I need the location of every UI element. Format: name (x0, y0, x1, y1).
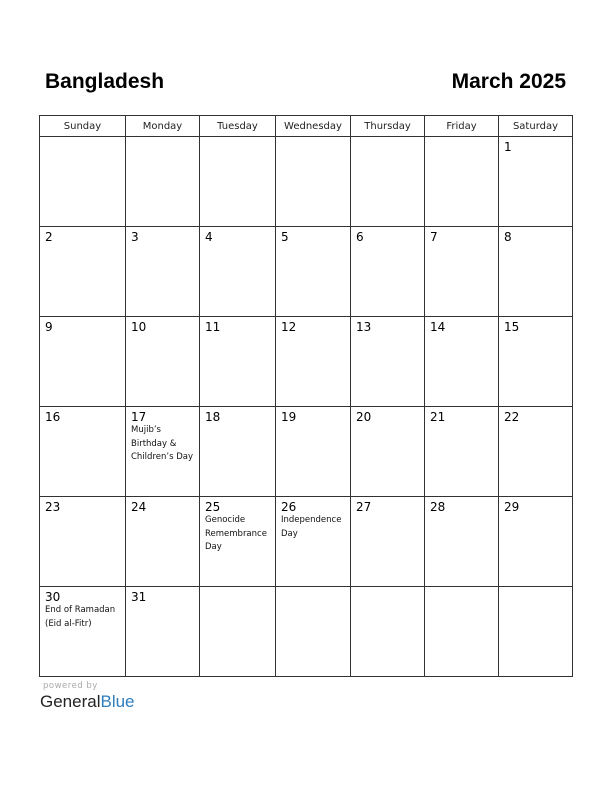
day-cell (425, 407, 499, 497)
day-number: 16 (45, 410, 61, 424)
day-cell (200, 317, 276, 407)
day-number: 8 (504, 230, 512, 244)
day-cell (126, 497, 200, 587)
weekday-tuesday: Tuesday (200, 116, 276, 137)
day-cell (499, 227, 573, 317)
day-number: 20 (356, 410, 372, 424)
weekday-thursday: Thursday (351, 116, 425, 137)
day-number (40, 137, 125, 140)
day-number: 13 (356, 320, 372, 334)
week-row (40, 137, 573, 227)
weekday-wednesday: Wednesday (276, 116, 351, 137)
day-cell (425, 137, 499, 227)
day-cell (40, 587, 126, 677)
day-number: 18 (205, 410, 221, 424)
day-cell (200, 497, 276, 587)
footer-branding (40, 681, 135, 712)
day-cell (425, 497, 499, 587)
day-cell (200, 137, 276, 227)
day-cell (40, 407, 126, 497)
day-number: 10 (131, 320, 147, 334)
holiday-label: End of Ramadan (Eid al-Fitr) (45, 605, 116, 629)
holiday-label: Mujib’s Birthday & Children’s Day (131, 425, 193, 462)
day-cell (499, 497, 573, 587)
day-number: 14 (430, 320, 446, 334)
day-number (200, 587, 275, 590)
day-number: 11 (205, 320, 221, 334)
day-cell (351, 137, 425, 227)
day-number (351, 587, 424, 590)
day-number: 6 (356, 230, 364, 244)
day-number (276, 587, 350, 590)
day-cell (351, 407, 425, 497)
day-cell (200, 587, 276, 677)
day-cell (276, 317, 351, 407)
day-number: 5 (281, 230, 289, 244)
day-cell (126, 137, 200, 227)
day-cell (499, 587, 573, 677)
day-number: 9 (45, 320, 53, 334)
country-title: Bangladesh (45, 70, 165, 93)
day-number: 25 (205, 500, 221, 514)
day-cell (351, 497, 425, 587)
day-number: 12 (281, 320, 297, 334)
day-number: 27 (356, 500, 372, 514)
weekday-monday: Monday (126, 116, 200, 137)
day-cell (40, 317, 126, 407)
week-row (40, 497, 573, 587)
day-number: 21 (430, 410, 446, 424)
day-cell (126, 317, 200, 407)
day-number (200, 137, 275, 140)
month-title: March 2025 (451, 70, 566, 93)
day-cell (126, 587, 200, 677)
day-number (499, 587, 572, 590)
weekday-sunday: Sunday (40, 116, 126, 137)
day-number: 3 (131, 230, 139, 244)
brand-blue-text: Blue (100, 692, 135, 711)
day-cell (351, 227, 425, 317)
day-number: 29 (504, 500, 520, 514)
day-number: 26 (281, 500, 297, 514)
day-number (425, 137, 498, 140)
day-number: 17 (131, 410, 147, 424)
powered-by-label: powered by (43, 681, 98, 691)
holiday-label: Genocide Remembrance Day (205, 515, 267, 552)
day-cell (40, 137, 126, 227)
week-row (40, 587, 573, 677)
day-number: 23 (45, 500, 61, 514)
weekday-header-row (40, 116, 573, 137)
week-row (40, 407, 573, 497)
day-number: 1 (504, 140, 512, 154)
generalblue-logo[interactable] (40, 692, 135, 712)
day-cell (351, 587, 425, 677)
day-number: 19 (281, 410, 297, 424)
calendar-grid (39, 115, 573, 677)
day-cell (425, 227, 499, 317)
day-number: 2 (45, 230, 53, 244)
day-cell (499, 317, 573, 407)
day-cell (276, 407, 351, 497)
day-number (425, 587, 498, 590)
day-cell (276, 137, 351, 227)
day-cell (200, 227, 276, 317)
day-number: 4 (205, 230, 213, 244)
day-cell (40, 497, 126, 587)
day-cell (126, 227, 200, 317)
weekday-friday: Friday (425, 116, 499, 137)
day-cell (351, 317, 425, 407)
day-number: 15 (504, 320, 520, 334)
day-cell (499, 407, 573, 497)
day-number: 30 (45, 590, 61, 604)
day-cell (425, 317, 499, 407)
day-number: 24 (131, 500, 147, 514)
day-number: 28 (430, 500, 446, 514)
brand-general-text: General (40, 692, 101, 711)
day-number: 31 (131, 590, 147, 604)
day-number (276, 137, 350, 140)
day-cell (126, 407, 200, 497)
week-row (40, 317, 573, 407)
week-row (40, 227, 573, 317)
day-cell (40, 227, 126, 317)
day-cell (276, 587, 351, 677)
holiday-label: Independence Day (281, 515, 342, 539)
day-number (126, 137, 199, 140)
day-cell (200, 407, 276, 497)
day-cell (425, 587, 499, 677)
weekday-saturday: Saturday (499, 116, 573, 137)
day-number: 7 (430, 230, 438, 244)
day-cell (499, 137, 573, 227)
day-cell (276, 497, 351, 587)
day-cell (276, 227, 351, 317)
day-number (351, 137, 424, 140)
day-number: 22 (504, 410, 520, 424)
